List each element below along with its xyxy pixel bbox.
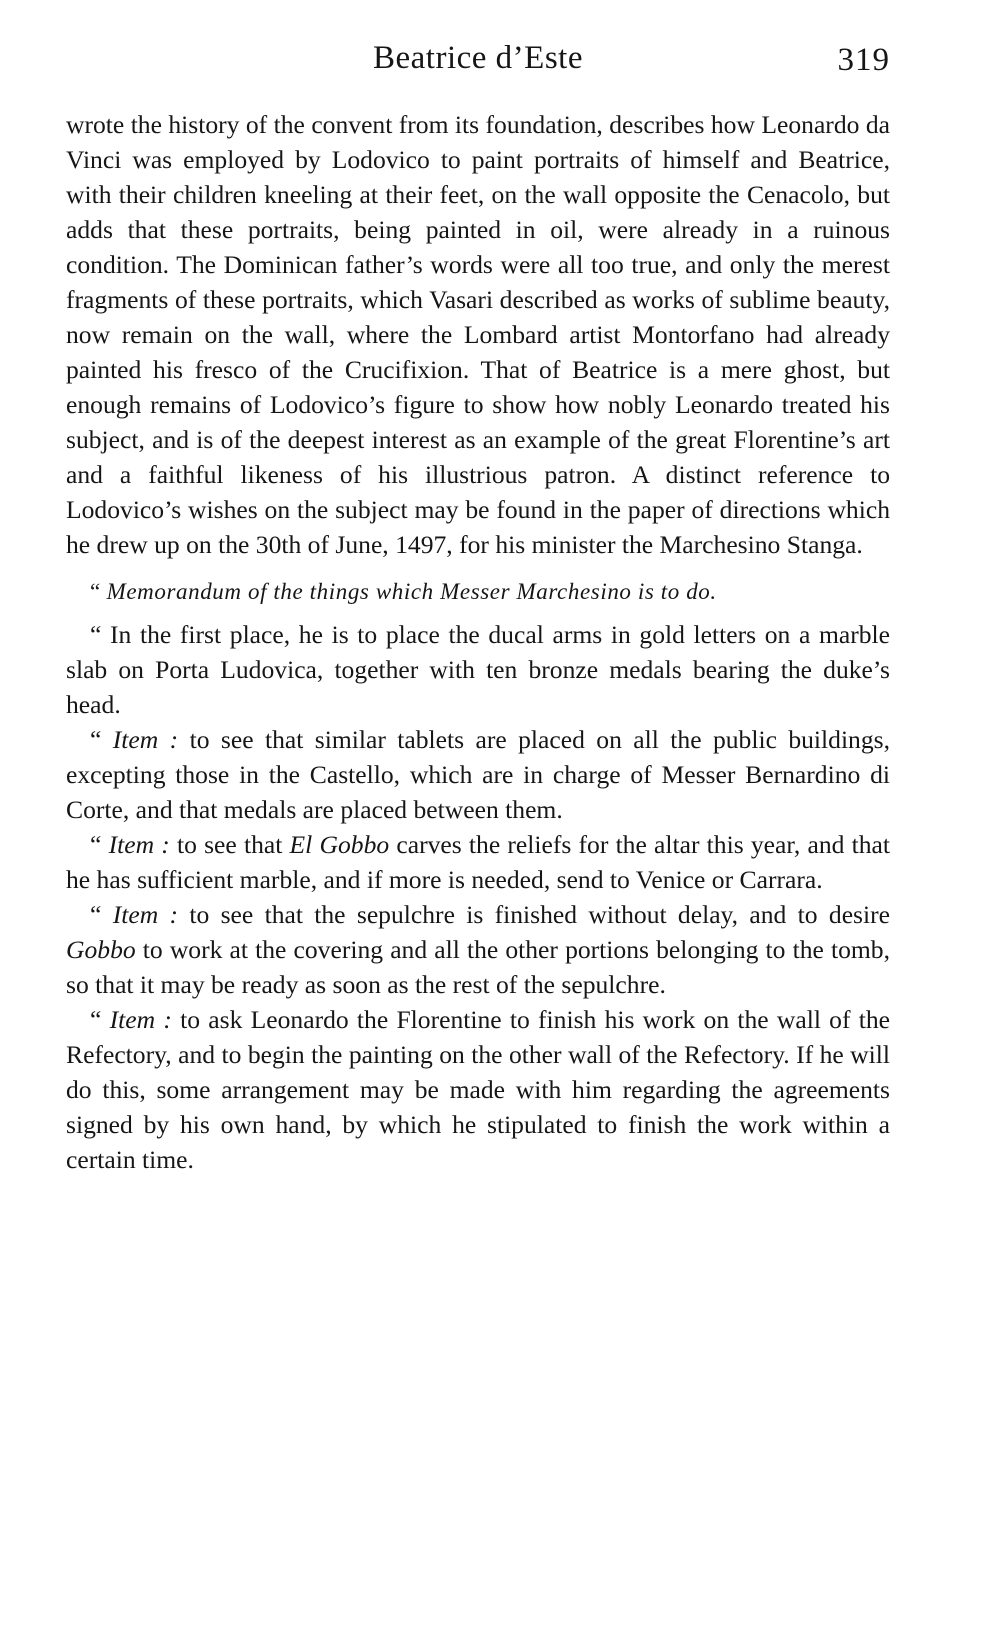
item-colon: :: [158, 725, 179, 754]
item-label: Item: [112, 900, 159, 929]
memo-item-tablets: [66, 722, 890, 827]
page-header: [66, 40, 890, 82]
intro-paragraph: wrote the history of the convent from its foundation, describes how Leonardo da Vinci was employed by Lodovico to paint portraits of himself and Beatrice, with their children kneeling at their feet, on the wall opposite the Cenacolo, but adds that these portraits, being painted in oil, were already in a ruinous condition. The Dominican father’s words were all too true, and only the merest fragments of these portraits, which Vasari described as works of sublime beauty, now remain on the wall, where the Lombard artist Montorfano had already painted his fresco of the Crucifixion. That of Beatrice is a mere ghost, but enough remains of Lodovico’s figure to show how nobly Leonardo treated his subject, and is of the deepest interest as an example of the great Florentine’s art and a faithful likeness of his illustrious patron. A distinct reference to Lodovico’s wishes on the subject may be found in the paper of directions which he drew up on the 30th of June, 1497, for his minister the Marchesino Stanga.: [66, 110, 890, 559]
item-label: Item: [108, 830, 155, 859]
item-label: Item: [112, 725, 159, 754]
open-quote: “: [90, 725, 102, 754]
memo-paragraph-first-place: [66, 617, 890, 722]
item-text: to see that the sepulchre is finished without delay, and to desire: [189, 900, 891, 929]
item-label: Item: [109, 1005, 156, 1034]
open-quote: “: [90, 579, 101, 604]
item-name-gobbo: El Gobbo: [289, 830, 390, 859]
memo-item-sepulchre: [66, 897, 890, 1002]
memorandum-title: Memorandum of the things which Messer Marchesino is to do.: [106, 579, 717, 604]
item-text: to ask Leonardo the Florentine to finish his work on the wall of the Refectory, and to begin the painting on the other wall of the Refectory. If he will do this, some arrangement may be made with him regarding the agreements signed by his own hand, by which he stipulated to finish the work within a certain time.: [66, 1005, 891, 1174]
memo-item-leonardo: [66, 1002, 890, 1177]
item-text: to see that: [176, 830, 290, 859]
open-quote: “: [90, 830, 102, 859]
paragraph-text: In the first place, he is to place the ducal arms in gold letters on a marble slab on Porta Ludovica, together with ten bronze medals bearing the duke’s head.: [66, 620, 891, 719]
body-text: [66, 107, 890, 1177]
memorandum-heading: [66, 574, 890, 609]
item-text: carves the reliefs for the altar this year, and that he has sufficient marble, and if more is needed, send to Venice or Carrara.: [66, 830, 890, 894]
item-name-gobbo: Gobbo: [66, 935, 136, 964]
page-number: 319: [837, 42, 890, 78]
item-colon: :: [155, 1005, 172, 1034]
open-quote: “: [90, 900, 102, 929]
item-colon: :: [154, 830, 170, 859]
item-text: to see that similar tablets are placed on all the public buildings, excepting those in the Castello, which are in charge of Messer Bernardino di Corte, and that medals are placed between them.: [66, 725, 891, 824]
open-quote: “: [90, 620, 102, 649]
item-text: to work at the covering and all the other portions belonging to the tomb, so that it may be ready as soon as the rest of the sepulchre.: [66, 935, 890, 999]
memo-item-reliefs: [66, 827, 890, 897]
item-colon: :: [158, 900, 179, 929]
open-quote: “: [90, 1005, 102, 1034]
running-title: Beatrice d’Este: [373, 40, 583, 76]
